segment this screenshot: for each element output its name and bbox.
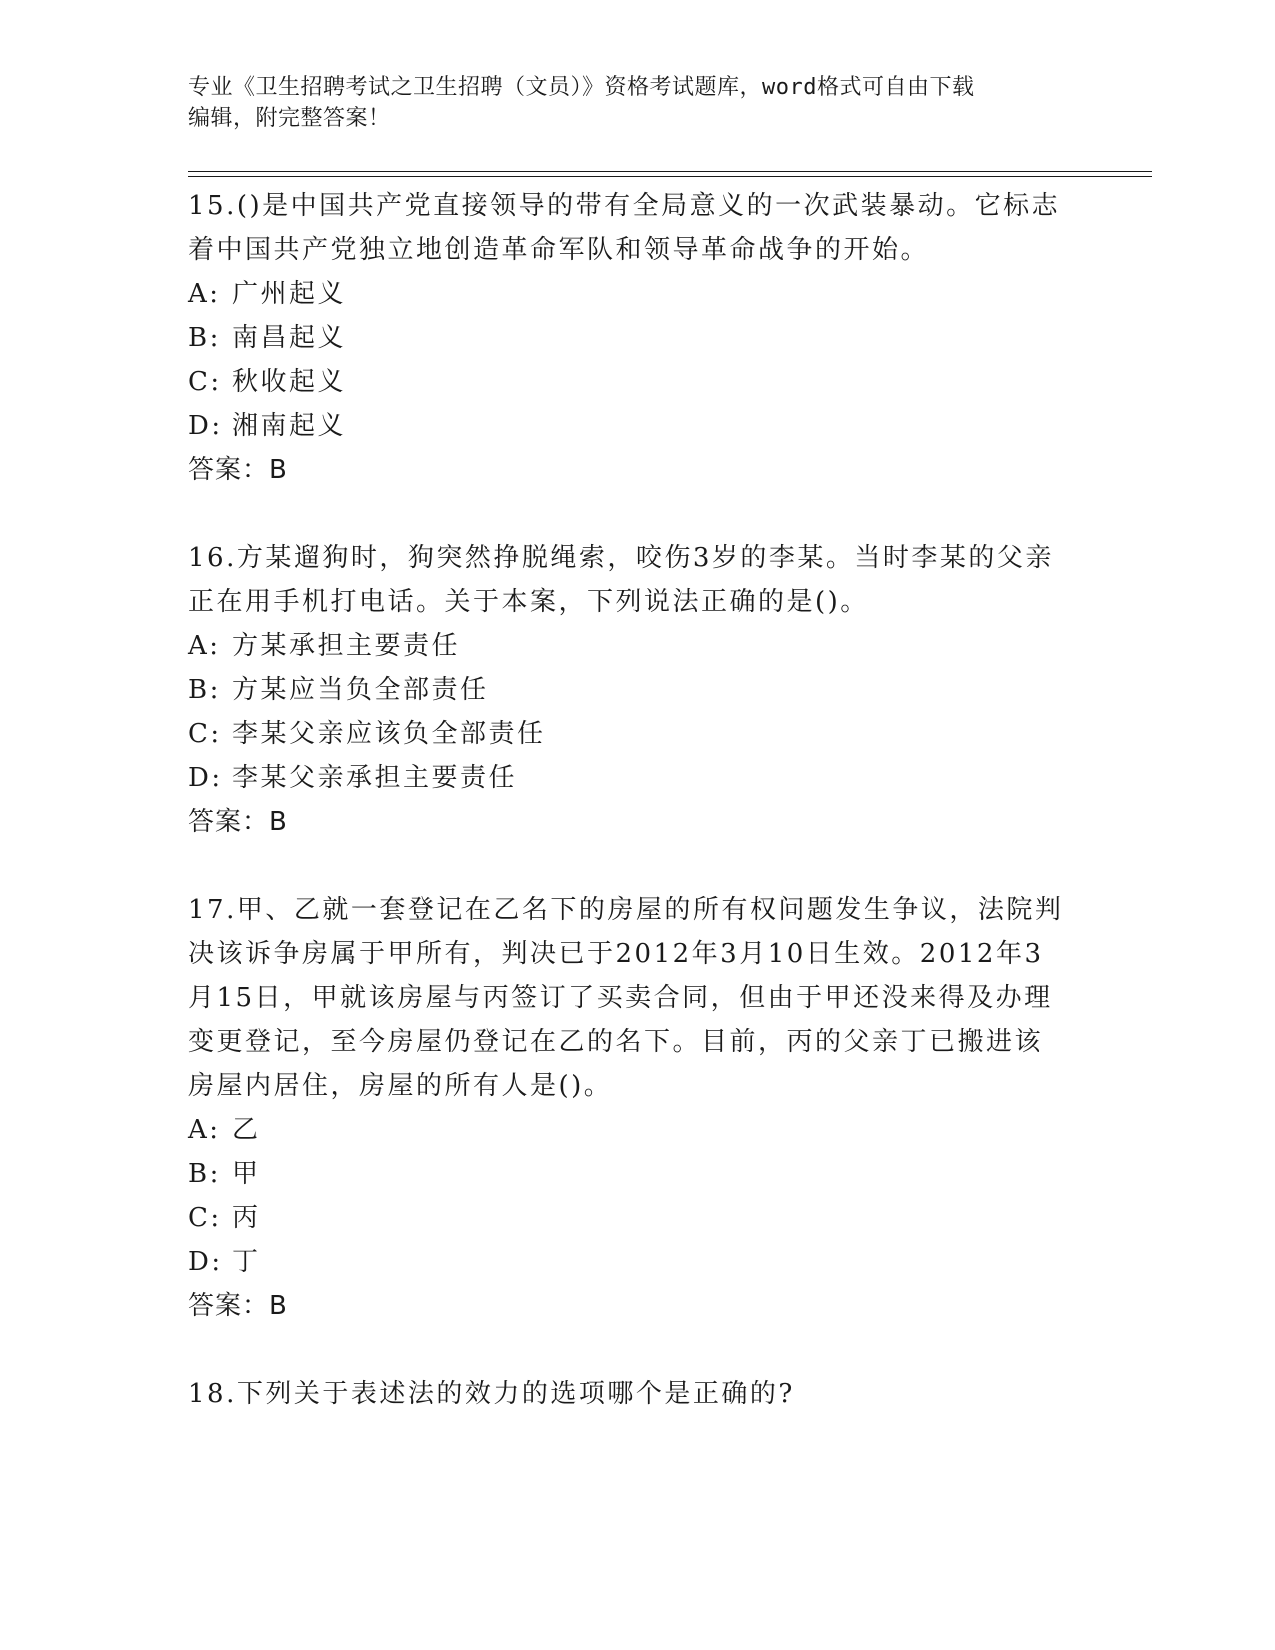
- option-letter: D:: [188, 1247, 223, 1277]
- option-text: 李某父亲承担主要责任: [232, 763, 518, 793]
- option-a: [188, 1107, 261, 1153]
- question-text-line: 着中国共产党独立地创造革命军队和领导革命战争的开始。: [188, 235, 930, 265]
- option-a: [188, 623, 460, 669]
- option-letter: C:: [188, 719, 222, 749]
- option-text: 方某应当负全部责任: [232, 675, 489, 705]
- option-letter: B:: [188, 1159, 221, 1189]
- option-letter: C:: [188, 1203, 222, 1233]
- option-b: [188, 1151, 261, 1197]
- question-text-line: 18.下列关于表述法的效力的选项哪个是正确的?: [188, 1379, 795, 1409]
- option-text: 甲: [232, 1159, 261, 1189]
- answer-line: 答案：B: [188, 807, 288, 837]
- answer-line: 答案：B: [188, 455, 288, 485]
- answer-line: 答案：B: [188, 1291, 288, 1321]
- option-letter: A:: [188, 631, 221, 661]
- question-text-line: 15.()是中国共产党直接领导的带有全局意义的一次武装暴动。它标志: [188, 191, 1061, 221]
- option-b: [188, 315, 346, 361]
- option-text: 秋收起义: [232, 367, 347, 397]
- option-letter: A:: [188, 1115, 221, 1145]
- option-text: 南昌起义: [232, 323, 347, 353]
- question-text-line: 房屋内居住，房屋的所有人是()。: [188, 1071, 613, 1101]
- option-letter: A:: [188, 279, 221, 309]
- header-rule-bottom: [188, 176, 1152, 177]
- option-c: [188, 1195, 261, 1241]
- option-d: [188, 403, 346, 449]
- header-line-2: 编辑，附完整答案！: [188, 106, 391, 131]
- question-text-line: 决该诉争房属于甲所有，判决已于2012年3月10日生效。2012年3: [188, 939, 1044, 969]
- option-text: 李某父亲应该负全部责任: [232, 719, 546, 749]
- question-text-line: 变更登记，至今房屋仍登记在乙的名下。目前，丙的父亲丁已搬进该: [188, 1027, 1044, 1057]
- option-b: [188, 667, 489, 713]
- option-letter: D:: [188, 411, 223, 441]
- option-c: [188, 711, 546, 757]
- option-text: 乙: [232, 1115, 261, 1145]
- option-d: [188, 1239, 261, 1285]
- question-text-line: 正在用手机打电话。关于本案，下列说法正确的是()。: [188, 587, 869, 617]
- option-text: 广州起义: [232, 279, 347, 309]
- header-rule-top: [188, 171, 1152, 172]
- option-text: 丁: [232, 1247, 261, 1277]
- question-text-line: 17.甲、乙就一套登记在乙名下的房屋的所有权问题发生争议，法院判: [188, 895, 1064, 925]
- option-d: [188, 755, 517, 801]
- option-a: [188, 271, 346, 317]
- question-text-line: 16.方某遛狗时，狗突然挣脱绳索，咬伤3岁的李某。当时李某的父亲: [188, 543, 1054, 573]
- option-text: 湘南起义: [232, 411, 347, 441]
- option-c: [188, 359, 346, 405]
- option-letter: D:: [188, 763, 223, 793]
- option-letter: B:: [188, 323, 221, 353]
- question-text-line: 月15日，甲就该房屋与丙签订了买卖合同，但由于甲还没来得及办理: [188, 983, 1053, 1013]
- option-letter: C:: [188, 367, 222, 397]
- option-text: 方某承担主要责任: [232, 631, 461, 661]
- header-line-1: 专业《卫生招聘考试之卫生招聘（文员）》资格考试题库，word格式可自由下载: [188, 75, 975, 100]
- option-letter: B:: [188, 675, 221, 705]
- option-text: 丙: [232, 1203, 261, 1233]
